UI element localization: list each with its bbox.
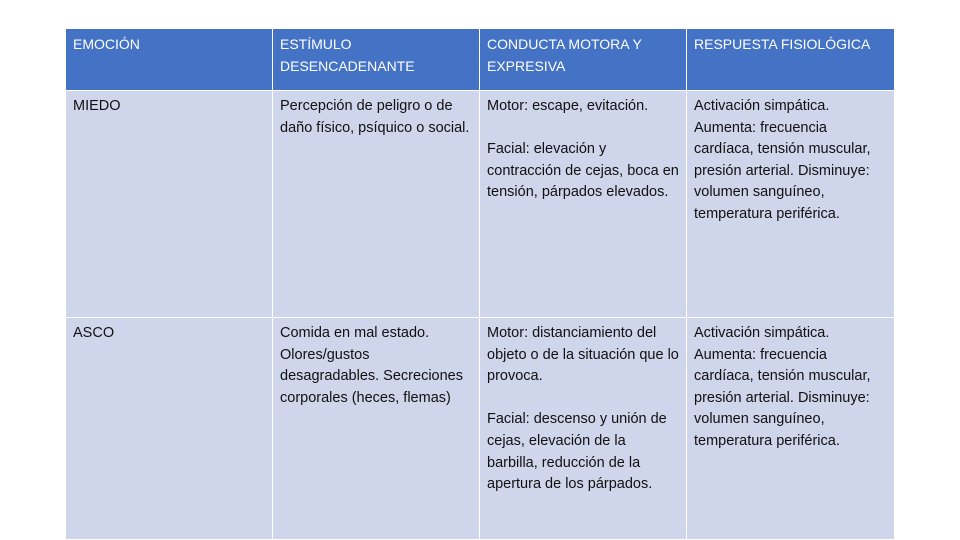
emotions-table [66, 29, 894, 540]
row-miedo-motor-text: Motor: escape, evitación. [487, 98, 649, 114]
header-emotion: EMOCIÓN [66, 29, 273, 91]
header-motor-expressive: CONDUCTA MOTORA Y EXPRESIVA [480, 29, 687, 91]
row-miedo-physiological: Activación simpática. Aumenta: frecuencia cardíaca, tensión muscular, presión arterial. Disminuye: volumen sanguíneo, temperatura periférica. [687, 91, 894, 318]
header-stimulus: ESTÍMULO DESENCADENANTE [273, 29, 480, 91]
row-asco-emotion: ASCO [66, 318, 273, 540]
row-miedo-facial-text: Facial: elevación y contracción de cejas, boca en tensión, párpados elevados. [487, 141, 679, 201]
row-asco-motor [480, 318, 687, 540]
row-asco-facial-text: Facial: descenso y unión de cejas, elevación de la barbilla, reducción de la apertura de los párpados. [487, 411, 667, 493]
row-miedo-emotion: MIEDO [66, 91, 273, 318]
row-asco-physiological: Activación simpática. Aumenta: frecuencia cardíaca, tensión muscular, presión arterial. Disminuye: volumen sanguíneo, temperatura periférica. [687, 318, 894, 540]
row-miedo-stimulus: Percepción de peligro o de daño físico, psíquico o social. [273, 91, 480, 318]
row-asco-motor-text: Motor: distanciamiento del objeto o de la situación que lo provoca. [487, 325, 679, 385]
header-physiological: RESPUESTA FISIOLÓGICA [687, 29, 894, 91]
row-miedo-motor [480, 91, 687, 318]
row-asco-stimulus: Comida en mal estado. Olores/gustos desagradables. Secreciones corporales (heces, flemas) [273, 318, 480, 540]
